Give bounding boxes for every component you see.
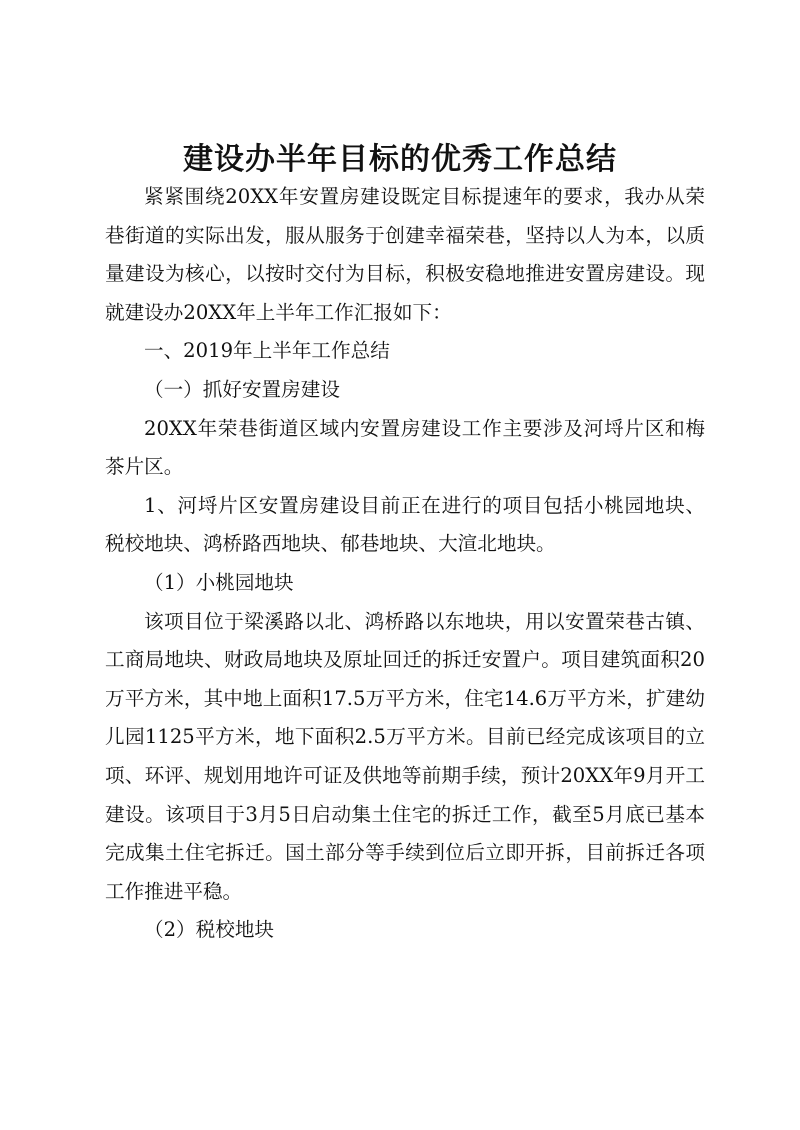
body-paragraph: 该项目位于梁溪路以北、鸿桥路以东地块，用以安置荣巷古镇、工商局地块、财政局地块及原址回迁的拆迁安置户。项目建筑面积20万平方米，其中地上面积17.5万平方米，住宅14.6万平方米，扩建幼儿园1125平方米，地下面积2.5万平方米。目前已经完成该项目的立项、环评、规划用地许可证及供地等前期手续，预计20XX年9月开工建设。该项目于3月5日启动集土住宅的拆迁工作，截至5月底已基本完成集土住宅拆迁。国土部分等手续到位后立即开拆，目前拆迁各项工作推进平稳。 bbox=[105, 609, 705, 903]
document-body bbox=[105, 178, 705, 950]
item-heading: （1）小桃园地块 bbox=[144, 570, 294, 594]
item-heading: （2）税校地块 bbox=[144, 918, 275, 942]
intro-paragraph: 紧紧围绕20XX年安置房建设既定目标提速年的要求，我办从荣巷街道的实际出发，服从服务于创建幸福荣巷，坚持以人为本，以质量建设为核心，以按时交付为目标，积极安稳地推进安置房建设。现就建设办20XX年上半年工作汇报如下： bbox=[105, 185, 705, 324]
document-title: 建设办半年目标的优秀工作总结 bbox=[183, 142, 617, 177]
section-heading: 一、2019年上半年工作总结 bbox=[144, 339, 390, 363]
subsection-heading: （一）抓好安置房建设 bbox=[144, 377, 340, 401]
body-paragraph: 20XX年荣巷街道区域内安置房建设工作主要涉及河埒片区和梅茶片区。 bbox=[105, 416, 705, 479]
body-paragraph: 1、河埒片区安置房建设目前正在进行的项目包括小桃园地块、税校地块、鸿桥路西地块、郁巷地块、大渲北地块。 bbox=[105, 493, 705, 556]
